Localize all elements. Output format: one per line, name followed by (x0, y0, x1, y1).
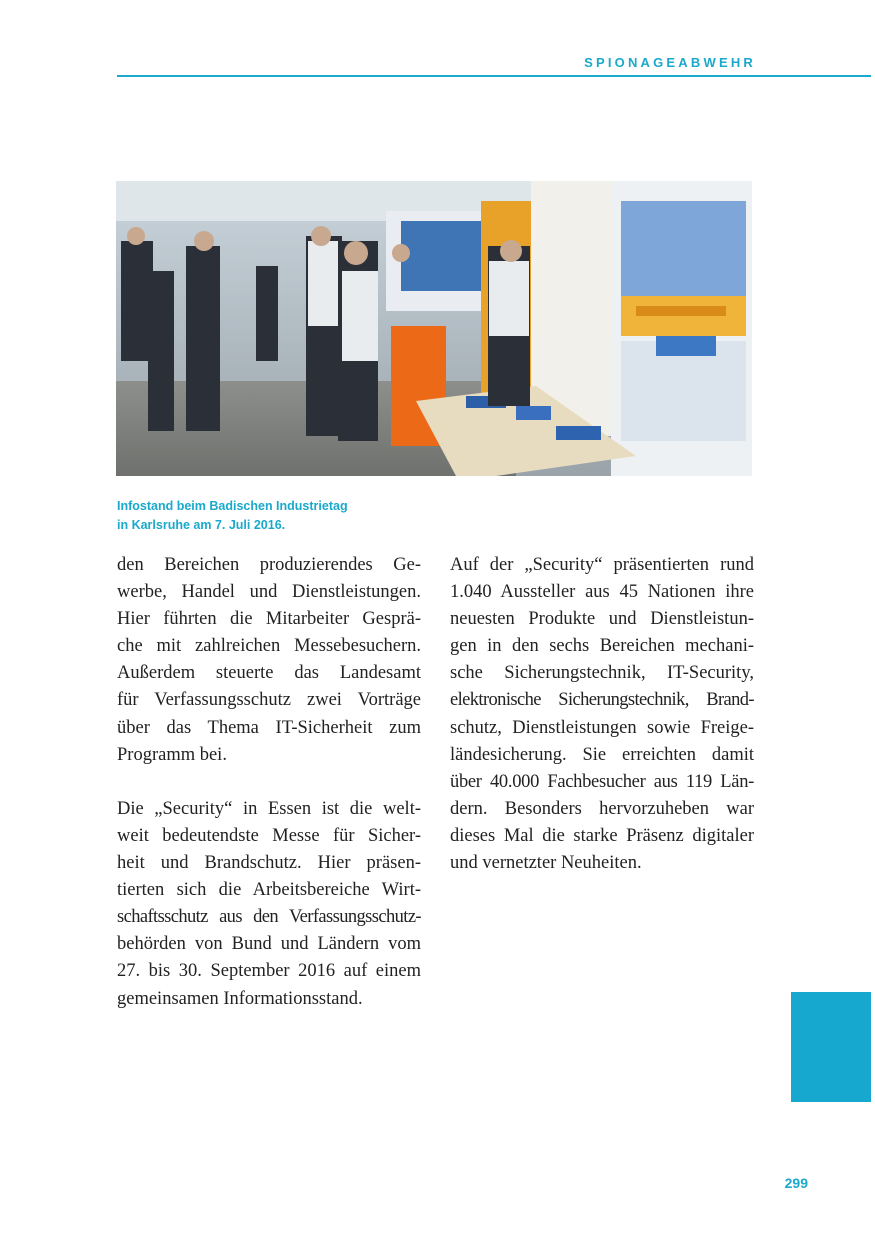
header-rule (117, 75, 871, 77)
text-line: dern. Besonders hervorzuheben war (450, 798, 754, 819)
trade-fair-photo (116, 181, 752, 476)
text-line: sche Sicherungstechnik, IT-Security, (450, 663, 754, 684)
text-line: Außerdem steuerte das Landesamt (117, 663, 421, 684)
text-line: gemeinsamen Informationsstand. (117, 988, 363, 1009)
paragraph-gap (117, 769, 421, 796)
text-line: heit und Brandschutz. Hier präsen- (117, 853, 421, 874)
text-line: Hier führten die Mitarbeiter Gesprä- (117, 609, 421, 630)
text-line: über 40.000 Fachbesucher aus 119 Län- (450, 771, 754, 792)
text-line: elektronische Sicherungstechnik, Brand- (450, 690, 754, 711)
text-line: für Verfassungsschutz zwei Vorträge (117, 690, 421, 711)
page-number: 299 (784, 1175, 808, 1191)
right-text-column (450, 552, 754, 877)
caption-line: in Karlsruhe am 7. Juli 2016. (117, 518, 286, 532)
text-line: behörden von Bund und Ländern vom (117, 934, 421, 955)
chapter-tab-marker (791, 992, 871, 1102)
text-line: den Bereichen produzierendes Ge- (117, 555, 421, 575)
text-line: über das Thema IT-Sicherheit zum (117, 717, 421, 738)
text-line: und vernetzter Neuheiten. (450, 853, 642, 874)
text-line: 27. bis 30. September 2016 auf einem (117, 961, 421, 982)
text-line: gen in den sechs Bereichen mechani- (450, 636, 754, 657)
left-text-column (117, 552, 421, 1013)
text-line: dieses Mal die starke Präsenz digitaler (450, 825, 754, 846)
text-line: che mit zahlreichen Messebesuchern. (117, 636, 421, 657)
text-line: Die „Security“ in Essen ist die welt- (117, 798, 421, 819)
photo-caption (117, 497, 437, 535)
paragraph (450, 552, 754, 877)
text-line: schutz, Dienstleistungen sowie Freige- (450, 717, 754, 738)
text-line: Programm bei. (117, 744, 227, 765)
text-line: 1.040 Aussteller aus 45 Nationen ihre (450, 582, 754, 603)
text-line: weit bedeutendste Messe für Sicher- (117, 825, 421, 846)
text-line: ländesicherung. Sie erreichten damit (450, 744, 754, 765)
text-line: werbe, Handel und Dienstleistungen. (117, 582, 421, 603)
text-line: Auf der „Security“ präsentierten rund (450, 555, 754, 575)
section-header-label: SPIONAGEABWEHR (584, 55, 756, 70)
text-line: neuesten Produkte und Dienstleistun- (450, 609, 754, 630)
paragraph (117, 552, 421, 769)
paragraph (117, 796, 421, 1013)
text-line: tierten sich die Arbeitsbereiche Wirt- (117, 880, 421, 901)
text-line: schaftsschutz aus den Verfassungsschutz- (117, 907, 421, 928)
caption-line: Infostand beim Badischen Industrietag (117, 499, 348, 513)
